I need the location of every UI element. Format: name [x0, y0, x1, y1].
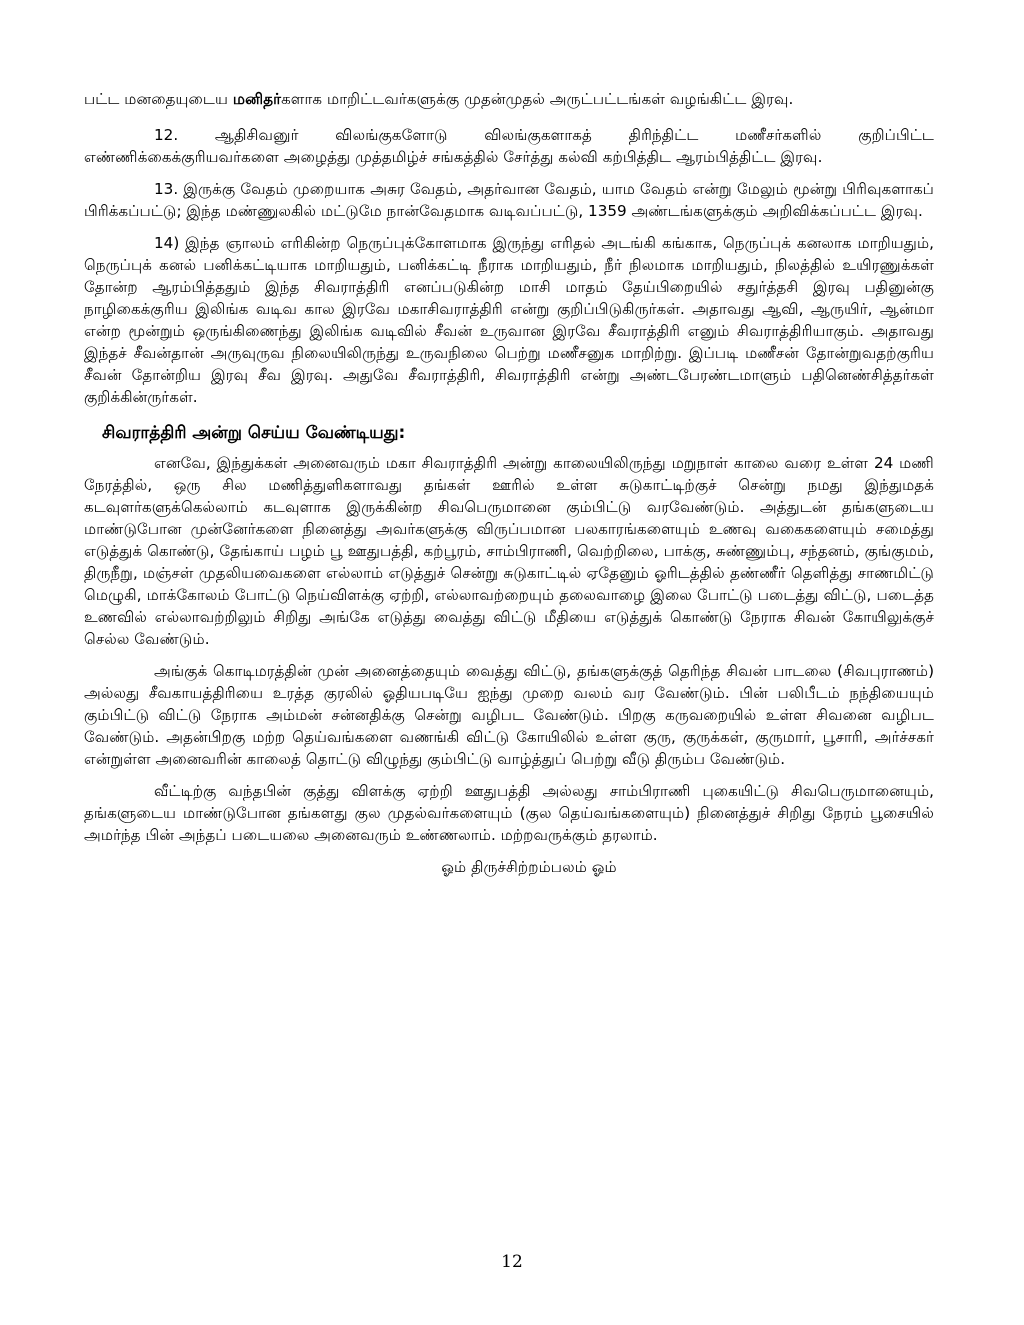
document-body [84, 88, 934, 878]
paragraph-continuation [84, 88, 934, 110]
page-number: 12 [501, 1252, 523, 1272]
closing-invocation: ஓம் திருச்சிற்றம்பலம் ஓம் [441, 858, 617, 876]
bold-word: மனிதர் [232, 90, 282, 108]
paragraph-continuation-start: பட்ட மனதையுடைய [84, 90, 233, 108]
section-heading: சிவராத்திரி அன்று செய்ய வேண்டியது: [102, 423, 406, 443]
paragraph-instructions-2: அங்குக் கொடிமரத்தின் முன் அனைத்தையும் வைத்து விட்டு, தங்களுக்குத் தெரிந்த சிவன் பாடலை (சிவபுராணம்) அல்லது சீவகாயத்திரியை உரத்த குரலில் ஓதியபடியே ஐந்து முறை வலம் வர வேண்டும். பின் பலிபீடம் நந்தியையும் கும்பிட்டு விட்டு நேராக அம்மன் சன்னதிக்கு சென்று வழிபட வேண்டும். பிறகு கருவறையில் உள்ள சிவனை வழிபட வேண்டும். அதன்பிறகு மற்ற தெய்வங்களை வணங்கி விட்டு கோயிலில் உள்ள குரு, குருக்கள், குருமார், பூசாரி, அர்ச்சகர் என்றுள்ள அனைவரின் காலைத் தொட்டு விழுந்து கும்பிட்டு வாழ்த்துப் பெற்று வீடு திரும்ப வேண்டும். [84, 662, 934, 768]
paragraph-continuation-end: களாக மாறிட்டவர்களுக்கு முதன்முதல் அருட்பட்டங்கள் வழங்கிட்ட இரவு. [281, 90, 794, 108]
paragraph-item-13: 13. இருக்கு வேதம் முறையாக அசுர வேதம், அதர்வான வேதம், யாம வேதம் என்று மேலும் மூன்று பிரிவுகளாகப் பிரிக்கப்பட்டு; இந்த மண்ணுலகில் மட்டுமே நான்வேதமாக வடிவப்பட்டு, 1359 அண்டங்களுக்கும் அறிவிக்கப்பட்ட இரவு. [84, 180, 934, 220]
paragraph-item-12: 12. ஆதிசிவனுர் விலங்குகளோடு விலங்குகளாகத் திரிந்திட்ட மணீசர்களில் குறிப்பிட்ட எண்ணிக்கைக்குரியவர்களை அழைத்து முத்தமிழ்ச் சங்கத்தில் சேர்த்து கல்வி கற்பித்திட ஆரம்பித்திட்ட இரவு. [84, 126, 934, 166]
paragraph-instructions-1: எனவே, இந்துக்கள் அனைவரும் மகா சிவராத்திரி அன்று காலையிலிருந்து மறுநாள் காலை வரை உள்ள 24 மணி நேரத்தில், ஒரு சில மணித்துளிகளாவது தங்கள் ஊரில் உள்ள சுடுகாட்டிற்குச் சென்று நமது இந்துமதக் கடவுளர்களுக்கெல்லாம் கடவுளாக இருக்கின்ற சிவபெருமானை கும்பிட்டு வரவேண்டும். அத்துடன் தங்களுடைய மாண்டுபோன முன்னேர்களை நினைத்து அவர்களுக்கு விருப்பமான பலகாரங்களையும் உணவு வகைகளையும் சமைத்து எடுத்துக் கொண்டு, தேங்காய் பழம் பூ ஊதுபத்தி, கற்பூரம், சாம்பிராணி, வெற்றிலை, பாக்கு, சுண்ணும்பு, சந்தனம், குங்குமம், திருநீறு, மஞ்சள் முதலியவைகளை எல்லாம் எடுத்துச் சென்று சுடுகாட்டில் ஏதேனும் ஓரிடத்தில் தண்ணீர் தெளித்து சாணமிட்டு மெழுகி, மாக்கோலம் போட்டு நெய்விளக்கு ஏற்றி, எல்லாவற்றையும் தலைவாழை இலை போட்டு படைத்து விட்டு, படைத்த உணவில் எல்லாவற்றிலும் சிறிது அங்கே எடுத்து வைத்து விட்டு மீதியை எடுத்துக் கொண்டு நேராக சிவன் கோயிலுக்குச் செல்ல வேண்டும். [84, 454, 934, 648]
paragraph-item-14: 14) இந்த ஞாலம் எரிகின்ற நெருப்புக்கோளமாக இருந்து எரிதல் அடங்கி கங்காக, நெருப்புக் கனலாக மாறியதும், நெருப்புக் கனல் பனிக்கட்டியாக மாறியதும், பனிக்கட்டி நீராக மாறியதும், நீர் நிலமாக மாறியதும், நிலத்தில் உயிரணுக்கள் தோன்ற ஆரம்பித்ததும் இந்த சிவராத்திரி எனப்படுகின்ற மாசி மாதம் தேய்பிறையில் சதுர்த்தசி இரவு பதினுன்கு நாழிகைக்குரிய இலிங்க வடிவ கால இரவே மகாசிவராத்திரி என்று குறிப்பிடுகிருர்கள். அதாவது ஆவி, ஆருயிர், ஆன்மா என்ற மூன்றும் ஒருங்கிணைந்து இலிங்க வடிவில் சீவன் உருவான இரவே சீவராத்திரி எனும் சிவராத்திரியாகும். அதாவது இந்தச் சீவன்தான் அருவுருவ நிலையிலிருந்து உருவநிலை பெற்று மணீசனுக மாறிற்று. இப்படி மணீசன் தோன்றுவதற்குரிய சீவன் தோன்றிய இரவு சீவ இரவு. அதுவே சீவராத்திரி, சிவராத்திரி என்று அண்டபேரண்டமாளும் பதினெண்சித்தர்கள் குறிக்கின்ருர்கள். [84, 234, 934, 406]
paragraph-instructions-3: வீட்டிற்கு வந்தபின் குத்து விளக்கு ஏற்றி ஊதுபத்தி அல்லது சாம்பிராணி புகையிட்டு சிவபெருமானையும், தங்களுடைய மாண்டுபோன தங்களது குல முதல்வர்களையும் (குல தெய்வங்களையும்) நினைத்துச் சிறிது நேரம் பூசையில் அமர்ந்த பின் அந்தப் படையலை அனைவரும் உண்ணலாம். மற்றவருக்கும் தரலாம். [84, 782, 934, 844]
